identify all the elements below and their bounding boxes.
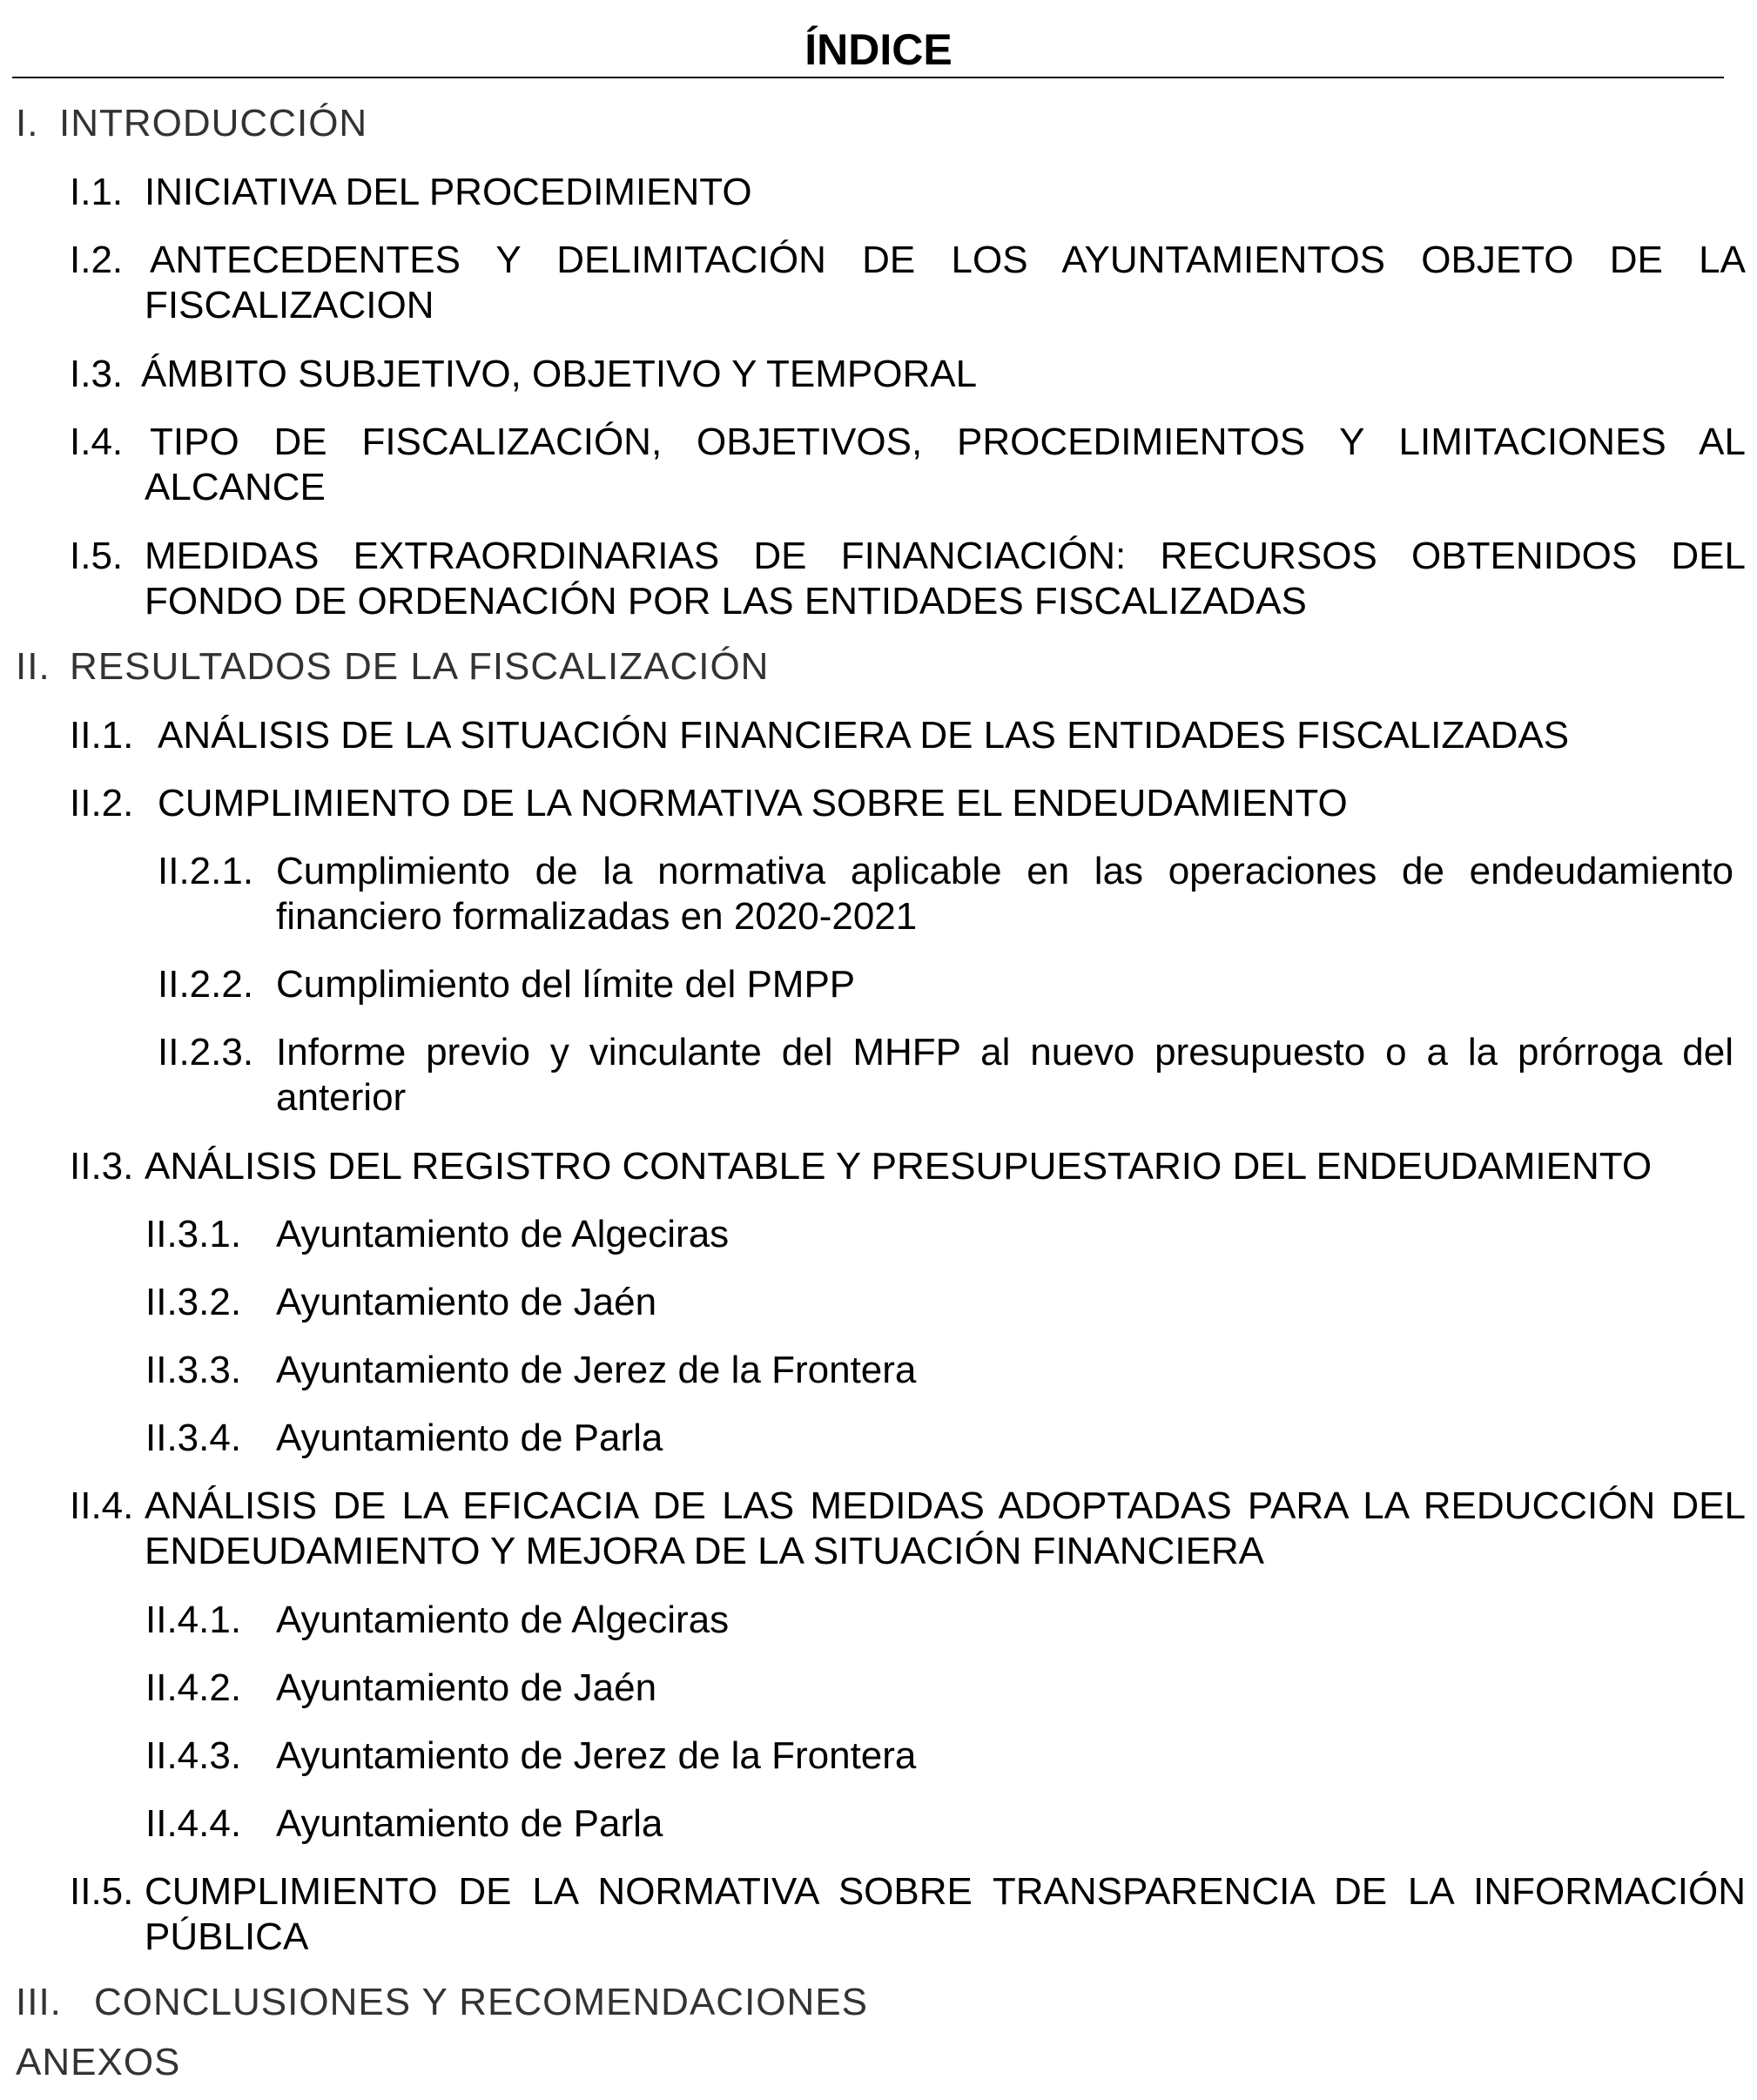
toc-entry-i-1[interactable] <box>70 170 1746 215</box>
toc-entry-ii-1[interactable] <box>70 713 1746 758</box>
title-underline <box>12 77 1724 78</box>
entry-label: Ayuntamiento de Jerez de la Frontera <box>276 1349 917 1391</box>
entry-number: I.4. <box>70 421 124 463</box>
toc-entry-ii-2[interactable] <box>70 781 1746 826</box>
toc-entry-ii-2-1[interactable] <box>158 849 1733 939</box>
toc-entry-ii-3-1[interactable] <box>145 1212 1730 1257</box>
toc-entry-ii-3-4[interactable] <box>145 1416 1730 1461</box>
entry-number: II.4.2. <box>145 1666 242 1709</box>
toc-entry-ii-4-3[interactable] <box>145 1733 1730 1779</box>
toc-entry-ii-3-3[interactable] <box>145 1348 1730 1393</box>
chapter-heading-introduccion[interactable] <box>16 99 367 148</box>
entry-number: II.3.4. <box>145 1417 242 1459</box>
toc-entry-ii-4[interactable] <box>70 1484 1746 1574</box>
entry-number: II.4.3. <box>145 1734 242 1777</box>
entry-label: TIPO DE FISCALIZACIÓN, OBJETIVOS, PROCEDIMIENTOS Y LIMITACIONES AL ALCANCE <box>145 421 1746 508</box>
entry-label: Ayuntamiento de Jerez de la Frontera <box>276 1734 917 1777</box>
entry-label: Ayuntamiento de Parla <box>276 1417 663 1459</box>
chapter-label: RESULTADOS DE LA FISCALIZACIÓN <box>70 645 770 688</box>
entry-label: Cumplimiento de la normativa aplicable en las operaciones de endeudamiento financiero formalizadas en 2020-2021 <box>276 850 1733 938</box>
chapter-label: CONCLUSIONES Y RECOMENDACIONES <box>94 1981 868 2023</box>
entry-label: Ayuntamiento de Parla <box>276 1802 663 1845</box>
toc-entry-i-3[interactable] <box>70 352 1746 397</box>
entry-label: Ayuntamiento de Jaén <box>276 1666 657 1709</box>
entry-label: Ayuntamiento de Algeciras <box>276 1213 730 1255</box>
entry-label: ANÁLISIS DEL REGISTRO CONTABLE Y PRESUPUESTARIO DEL ENDEUDAMIENTO <box>145 1145 1653 1188</box>
annexes-heading[interactable]: ANEXOS <box>16 2041 181 2083</box>
toc-entry-ii-2-3[interactable] <box>158 1030 1733 1121</box>
entry-number: II.3.2. <box>145 1281 242 1323</box>
chapter-heading-conclusiones[interactable] <box>16 1978 868 2027</box>
entry-number: II.2.2. <box>158 963 254 1006</box>
entry-number: I.3. <box>70 353 124 395</box>
entry-label: CUMPLIMIENTO DE LA NORMATIVA SOBRE TRANSPARENCIA DE LA INFORMACIÓN PÚBLICA <box>145 1870 1746 1958</box>
entry-label: Cumplimiento del límite del PMPP <box>276 963 856 1006</box>
entry-label: MEDIDAS EXTRAORDINARIAS DE FINANCIACIÓN: RECURSOS OBTENIDOS DEL FONDO DE ORDENACIÓN POR LAS ENTIDADES FISCALIZADAS <box>145 535 1746 623</box>
entry-number: II.2.3. <box>158 1031 254 1074</box>
chapter-number: II. <box>16 645 50 688</box>
entry-number: II.3.3. <box>145 1349 242 1391</box>
entry-label: ANÁLISIS DE LA SITUACIÓN FINANCIERA DE LAS ENTIDADES FISCALIZADAS <box>158 714 1570 757</box>
entry-number: II.5. <box>70 1870 134 1913</box>
toc-entry-i-4[interactable] <box>70 420 1746 510</box>
entry-label: Ayuntamiento de Jaén <box>276 1281 657 1323</box>
page-title: ÍNDICE <box>804 25 953 74</box>
entry-label: INICIATIVA DEL PROCEDIMIENTO <box>145 171 752 213</box>
entry-number: II.2.1. <box>158 850 254 892</box>
toc-entry-ii-4-4[interactable] <box>145 1801 1730 1847</box>
entry-label: CUMPLIMIENTO DE LA NORMATIVA SOBRE EL ENDEUDAMIENTO <box>158 782 1348 825</box>
entry-label: ÁMBITO SUBJETIVO, OBJETIVO Y TEMPORAL <box>141 353 978 395</box>
entry-label: ANTECEDENTES Y DELIMITACIÓN DE LOS AYUNTAMIENTOS OBJETO DE LA FISCALIZACION <box>145 239 1746 326</box>
toc-entry-ii-3[interactable] <box>70 1144 1746 1189</box>
chapter-number: I. <box>16 102 39 145</box>
entry-number: II.3. <box>70 1145 134 1188</box>
chapter-number: III. <box>16 1981 62 2023</box>
toc-entry-i-2[interactable] <box>70 238 1746 328</box>
entry-number: II.4. <box>70 1484 134 1527</box>
toc-entry-ii-4-2[interactable] <box>145 1666 1730 1711</box>
entry-number: I.1. <box>70 171 124 213</box>
entry-number: II.4.1. <box>145 1599 242 1641</box>
entry-number: II.1. <box>70 714 134 757</box>
entry-label: ANÁLISIS DE LA EFICACIA DE LAS MEDIDAS ADOPTADAS PARA LA REDUCCIÓN DEL ENDEUDAMIENTO Y MEJORA DE LA SITUACIÓN FINANCIERA <box>145 1484 1746 1572</box>
toc-entry-ii-2-2[interactable] <box>158 962 1733 1007</box>
entry-number: II.4.4. <box>145 1802 242 1845</box>
entry-number: II.3.1. <box>145 1213 242 1255</box>
entry-number: I.2. <box>70 239 124 281</box>
toc-entry-i-5[interactable] <box>70 534 1746 624</box>
chapter-label: INTRODUCCIÓN <box>59 102 368 145</box>
toc-entry-ii-4-1[interactable] <box>145 1598 1730 1643</box>
toc-entry-ii-3-2[interactable] <box>145 1280 1730 1325</box>
entry-number: II.2. <box>70 782 134 825</box>
chapter-heading-resultados[interactable] <box>16 643 769 691</box>
entry-label: Informe previo y vinculante del MHFP al nuevo presupuesto o a la prórroga del anterior <box>276 1031 1733 1119</box>
toc-entry-ii-5[interactable] <box>70 1869 1746 1960</box>
entry-number: I.5. <box>70 535 124 577</box>
entry-label: Ayuntamiento de Algeciras <box>276 1599 730 1641</box>
